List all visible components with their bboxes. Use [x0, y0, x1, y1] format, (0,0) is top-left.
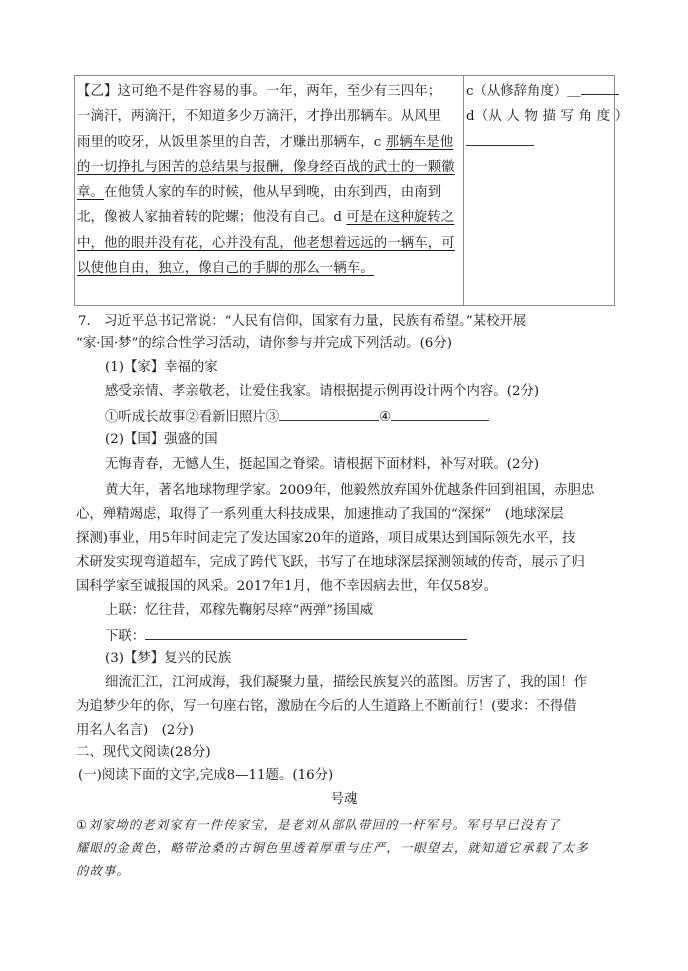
answer-blank-d[interactable]	[466, 133, 534, 146]
sub1-items: ①听成长故事②看新旧照片③ ④	[105, 406, 489, 428]
material-line: 心，殚精竭虑，取得了一系列重大科技成果，加速推动了我国的“深探” (地球深层	[76, 507, 564, 522]
annotation-column	[466, 79, 629, 155]
passage-line: 北，像被人家抽着转的陀螺；他没有自己。d 可是在这种旋转之	[77, 210, 455, 226]
article-paragraph-line: 的故事。	[76, 864, 130, 878]
passage-text	[77, 79, 459, 281]
passage-line: 中，他的眼并没有花，心并没有乱，他老想着远远的一辆车，可	[77, 235, 455, 251]
annotation-c: c（从修辞角度）＿	[466, 79, 614, 104]
passage-line: 雨里的咬牙，从饭里茶里的自苦，才赚出那辆车，c 那辆车是他	[77, 134, 454, 150]
section2-sub: (一)阅读下面的文字,完成8—11题。(16分)	[78, 768, 334, 783]
blank-item3[interactable]	[279, 406, 379, 421]
passage-line: 一滴汗，两滴汗，不知道多少万滴汗，才挣出那辆车。从风里	[77, 109, 442, 125]
q7-line1: 7. 习近平总书记常说：“人民有信仰，国家有力量，民族有希望。”某校开展	[78, 314, 527, 329]
q7-line2: “家·国·梦”的综合性学习活动，请你参与并完成下列活动。(6分)	[76, 336, 452, 351]
article-paragraph-line: 耀眼的金黄色，略带沧桑的古铜色里透着厚重与庄严，一眼望去，就知道它承载了太多	[76, 841, 589, 855]
couplet-lower: 下联：	[105, 625, 467, 647]
blank-item4[interactable]	[391, 406, 489, 421]
sub3-desc: 用名人名言) (2分)	[76, 723, 194, 738]
answer-blank-c[interactable]	[581, 82, 619, 95]
material-line: 探测)事业，用5年时间走完了发达国家20年的道路，项目成果达到国际领先水平，技	[76, 531, 576, 546]
sub1-title: (1)【家】幸福的家	[105, 360, 218, 375]
sub2-desc: 无悔青春，无憾人生，挺起国之脊梁。请根据下面材料，补写对联。(2分)	[105, 457, 540, 472]
passage-line: 【乙】这可绝不是件容易的事。一年，两年，至少有三四年；	[77, 84, 442, 99]
passage-line: 以使他自由，独立，像自己的手脚的那么一辆车。	[77, 261, 374, 277]
annotation-d: d（从 人 物 描 写 角 度 ）	[466, 109, 629, 125]
couplet-upper: 上联：忆往昔，邓稼先鞠躬尽瘁“两弹”扬国威	[105, 603, 374, 618]
table-divider	[463, 76, 464, 305]
article-paragraph-line: ①刘家坳的老刘家有一件传家宝，是老刘从部队带回的一杆军号。军号早已没有了	[76, 818, 561, 832]
article-title: 号魂	[330, 792, 358, 807]
blank-lower-couplet[interactable]	[145, 625, 467, 640]
material-line: 黄大年，著名地球物理学家。2009年，他毅然放弃国外优越条件回到祖国，赤胆忠	[105, 483, 595, 498]
sub3-desc: 为追梦少年的你，写一句座右铭，激励在今后的人生道路上不断前行！(要求：不得借	[76, 699, 577, 714]
material-line: 国科学家至诚报国的风采。2017年1月，他不幸因病去世，年仅58岁。	[76, 579, 498, 594]
annotation-d-blank	[466, 130, 614, 155]
passage-table	[74, 75, 629, 306]
passage-line: 的一切挣扎与困苦的总结果与报酬，像身经百战的武士的一颗徽	[77, 159, 455, 175]
sub3-desc: 细流汇江，江河成海，我们凝聚力量，描绘民族复兴的蓝图。厉害了，我的国！作	[105, 675, 588, 690]
sub2-title: (2)【国】强盛的国	[105, 432, 218, 447]
section2-heading: 二、现代文阅读(28分)	[76, 745, 211, 760]
sub3-title: (3)【梦】复兴的民族	[105, 651, 232, 666]
sub1-desc: 感受亲情、孝亲敬老，让爱住我家。请根据提示例再设计两个内容。(2分)	[105, 384, 540, 399]
material-line: 术研发实现弯道超车，完成了跨代飞跃，书写了在地球深层探测领域的传奇，展示了归	[76, 555, 585, 570]
passage-line: 章。在他赁人家的车的时候，他从早到晚，由东到西，由南到	[77, 185, 442, 201]
